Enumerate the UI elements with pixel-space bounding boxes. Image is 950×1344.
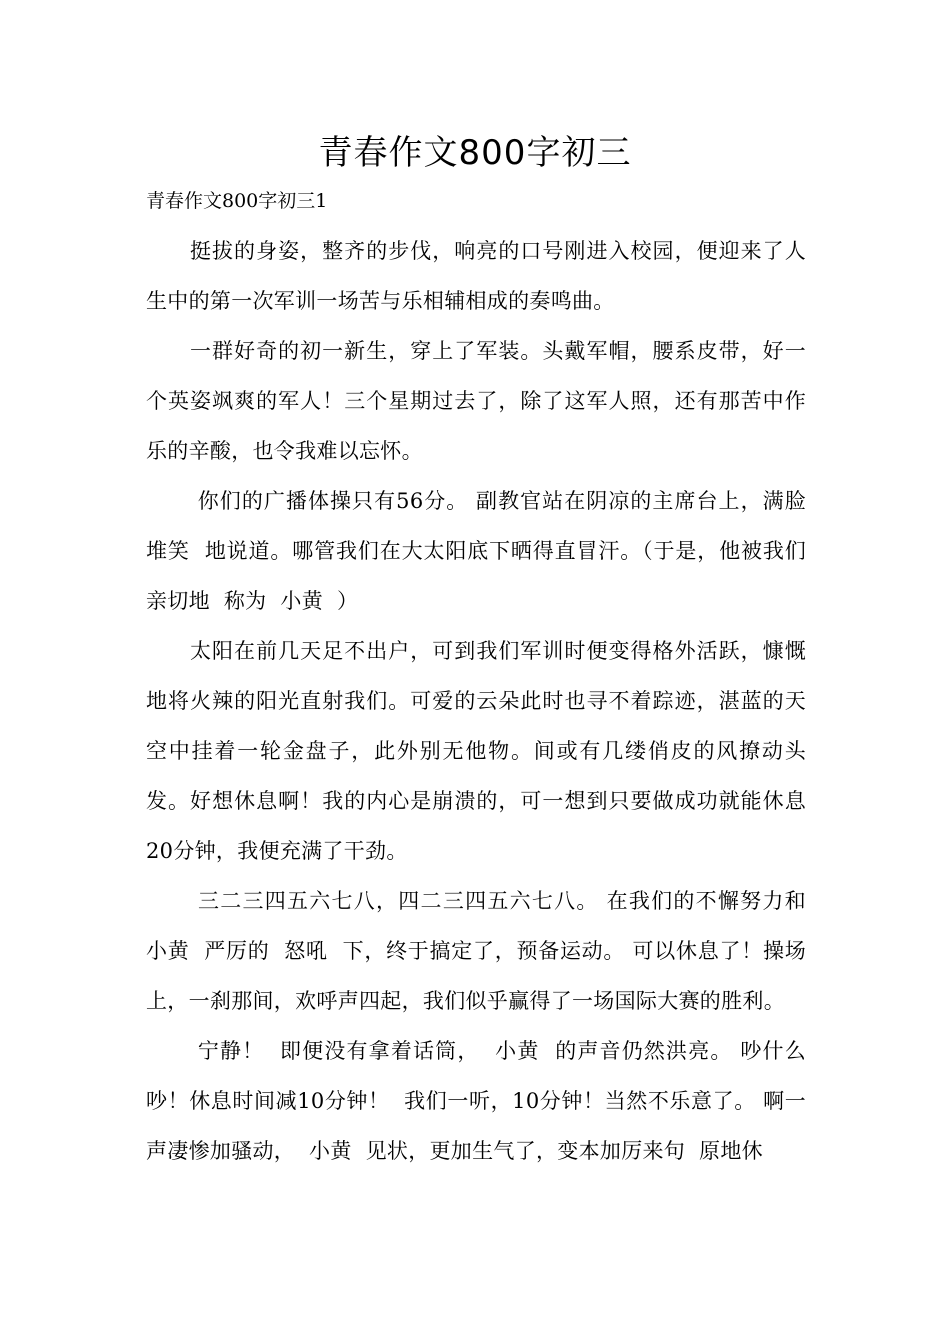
paragraph-6: 宁静！ 即便没有拿着话筒， 小黄 的声音仍然洪亮。 吵什么吵！休息时间减10分钟！ 我们一听，10分钟！当然不乐意了。 啊一声凄惨加骚动， 小黄 见状，更加生气了，变本加厉来句 原地休	[146, 1039, 806, 1163]
document-subtitle: 青春作文800字初三1	[146, 190, 328, 212]
paragraph-2: 一群好奇的初一新生，穿上了军装。头戴军帽，腰系皮带，好一个英姿飒爽的军人！三个星期过去了，除了这军人照，还有那苦中作乐的辛酸，也令我难以忘怀。	[146, 339, 806, 463]
paragraph-5: 三二三四五六七八，四二三四五六七八。 在我们的不懈努力和 小黄 严厉的 怒吼 下，终于搞定了，预备运动。 可以休息了！操场上，一刹那间，欢呼声四起，我们似乎赢得了一场国际大赛的胜利。	[146, 889, 820, 1013]
document-title: 青春作文800字初三	[318, 133, 632, 173]
paragraph-4: 太阳在前几天足不出户，可到我们军训时便变得格外活跃，慷慨地将火辣的阳光直射我们。可爱的云朵此时也寻不着踪迹，湛蓝的天空中挂着一轮金盘子，此外别无他物。间或有几缕俏皮的风撩动头发。好想休息啊！我的内心是崩溃的，可一想到只要做成功就能休息20分钟，我便充满了干劲。	[146, 639, 806, 863]
paragraph-1: 挺拔的身姿，整齐的步伐，响亮的口号刚进入校园，便迎来了人生中的第一次军训一场苦与乐相辅相成的奏鸣曲。	[146, 239, 806, 313]
paragraph-3: 你们的广播体操只有56分。 副教官站在阴凉的主席台上，满脸 堆笑 地说道。哪管我们在大太阳底下晒得直冒汗。（于是，他被我们 亲切地 称为 小黄 ）	[146, 489, 820, 613]
document-body	[146, 226, 820, 1176]
